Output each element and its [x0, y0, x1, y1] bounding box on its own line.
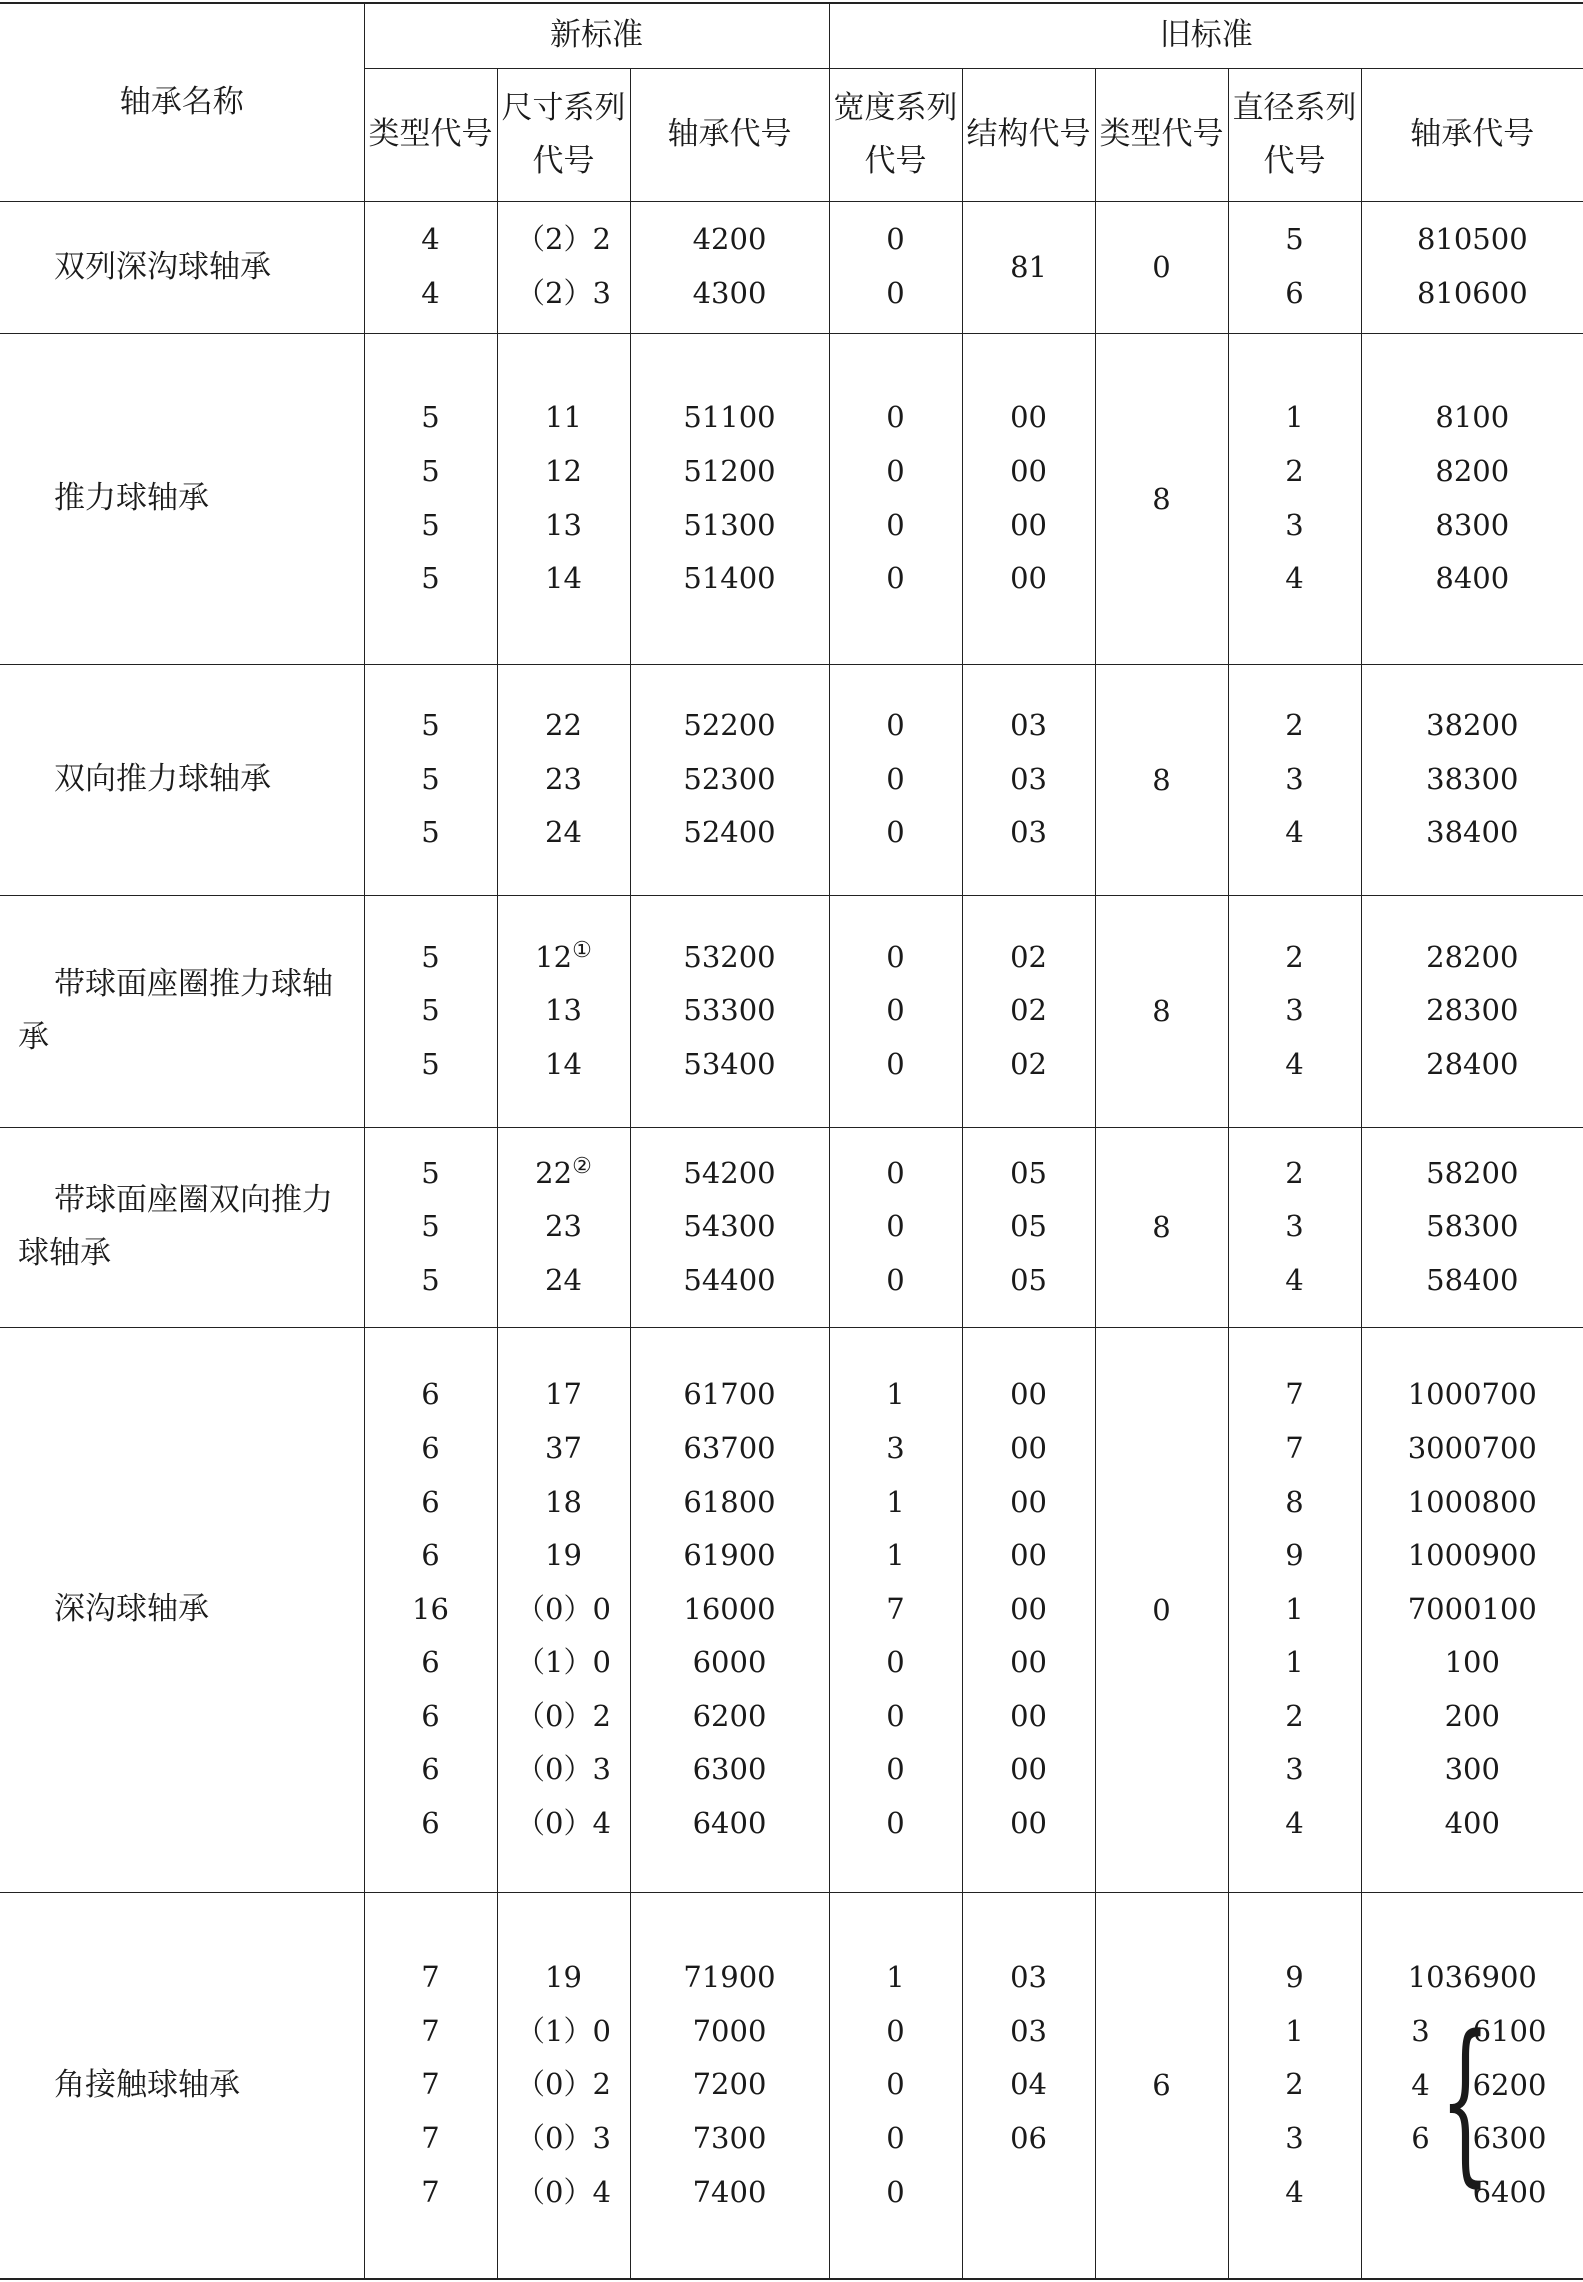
cell-diameter: 2 3 4 [1228, 1127, 1361, 1327]
cell-type: 5 5 5 [364, 664, 497, 895]
row-name-spherical-seat-double-thrust: 带球面座圈双向推力球轴承 [0, 1127, 364, 1327]
cell-type: 7 7 7 7 7 [364, 1892, 497, 2279]
cell-diameter: 2 3 4 [1228, 664, 1361, 895]
footnote-mark: ① [572, 937, 592, 963]
prefix-list: 3 4 6 [1411, 2014, 1430, 2156]
grouped-code-list: 6100 6200 6300 6400 [1472, 2014, 1547, 2209]
table-row [0, 333, 1583, 664]
header-old-width-series: 宽度系列代号 [829, 68, 962, 201]
row-name-thrust-ball: 推力球轴承 [0, 333, 364, 664]
row-name-deep-groove: 深沟球轴承 [0, 1327, 364, 1892]
cell-diameter: 5 6 [1228, 201, 1361, 333]
cell-size: 11 12 13 14 [497, 333, 630, 664]
cell-type: 5 5 5 [364, 895, 497, 1127]
cell-code: 54200 54300 54400 [630, 1127, 829, 1327]
cell-old-code: 38200 38300 38400 [1361, 664, 1583, 895]
cell-code: 4200 4300 [630, 201, 829, 333]
cell-old-type: 8 [1095, 664, 1228, 895]
cell-code: 51100 51200 51300 51400 [630, 333, 829, 664]
old-code-bracket-group [1362, 1998, 1583, 2219]
header-old-diameter-series: 直径系列代号 [1228, 68, 1361, 201]
row-name-double-row-deep-groove: 双列深沟球轴承 [0, 201, 364, 333]
cell-size: 12① 13 14 [497, 895, 630, 1127]
cell-width: 0 0 0 [829, 664, 962, 895]
table-row [0, 201, 1583, 333]
cell-size: 22② 23 24 [497, 1127, 630, 1327]
header-old-structure-code: 结构代号 [962, 68, 1095, 201]
cell-diameter: 1 2 3 4 [1228, 333, 1361, 664]
cell-code: 71900 7000 7200 7300 7400 [630, 1892, 829, 2279]
cell-old-code: 1000700 3000700 1000800 1000900 7000100 100 200 300 400 [1361, 1327, 1583, 1892]
header-new-standard: 新标准 [364, 3, 829, 68]
header-new-type-code: 类型代号 [364, 68, 497, 201]
header-new-size-series: 尺寸系列代号 [497, 68, 630, 201]
cell-width: 0 0 0 0 [829, 333, 962, 664]
cell-type: 6 6 6 6 16 6 6 6 6 [364, 1327, 497, 1892]
cell-size: 17 37 18 19 （0）0 （1）0 （0）2 （0）3 （0）4 [497, 1327, 630, 1892]
cell-size: 19 （1）0 （0）2 （0）3 （0）4 [497, 1892, 630, 2279]
cell-type: 5 5 5 [364, 1127, 497, 1327]
row-name-spherical-seat-thrust: 带球面座圈推力球轴承 [0, 895, 364, 1127]
cell-code: 53200 53300 53400 [630, 895, 829, 1127]
cell-size: 22 23 24 [497, 664, 630, 895]
table-row [0, 895, 1583, 1127]
cell-old-type: 6 [1095, 1892, 1228, 2279]
header-old-standard: 旧标准 [829, 3, 1583, 68]
cell-structure: 02 02 02 [962, 895, 1095, 1127]
cell-type: 4 4 [364, 201, 497, 333]
cell-old-code: 810500 810600 [1361, 201, 1583, 333]
header-old-type-code: 类型代号 [1095, 68, 1228, 201]
table-row [0, 1327, 1583, 1892]
cell-old-code: 58200 58300 58400 [1361, 1127, 1583, 1327]
row-name-double-direction-thrust: 双向推力球轴承 [0, 664, 364, 895]
table-row [0, 664, 1583, 895]
cell-structure: 00 00 00 00 [962, 333, 1095, 664]
cell-width: 0 0 0 [829, 1127, 962, 1327]
cell-type: 5 5 5 5 [364, 333, 497, 664]
header-bearing-name: 轴承名称 [0, 3, 364, 201]
footnote-mark: ② [572, 1153, 592, 1179]
cell-structure: 03 03 03 [962, 664, 1095, 895]
cell-structure: 00 00 00 00 00 00 00 00 00 [962, 1327, 1095, 1892]
cell-old-code: 28200 28300 28400 [1361, 895, 1583, 1127]
header-old-bearing-code: 轴承代号 [1361, 68, 1583, 201]
curly-brace-icon: { [1439, 1998, 1490, 2204]
cell-code: 61700 63700 61800 61900 16000 6000 6200 6300 6400 [630, 1327, 829, 1892]
cell-structure: 81 [962, 201, 1095, 333]
cell-width: 0 0 0 [829, 895, 962, 1127]
cell-width: 1 3 1 1 7 0 0 0 0 [829, 1327, 962, 1892]
cell-width: 1 0 0 0 0 [829, 1892, 962, 2279]
row-name-angular-contact: 角接触球轴承 [0, 1892, 364, 2279]
cell-diameter: 9 1 2 3 4 [1228, 1892, 1361, 2279]
cell-structure: 05 05 05 [962, 1127, 1095, 1327]
cell-old-type: 0 [1095, 1327, 1228, 1892]
cell-width: 0 0 [829, 201, 962, 333]
cell-old-type: 8 [1095, 1127, 1228, 1327]
cell-structure: 03 03 04 06 [962, 1892, 1095, 2279]
cell-diameter: 7 7 8 9 1 1 2 3 4 [1228, 1327, 1361, 1892]
cell-old-type: 8 [1095, 895, 1228, 1127]
cell-old-type: 0 [1095, 201, 1228, 333]
header-new-bearing-code: 轴承代号 [630, 68, 829, 201]
cell-code: 52200 52300 52400 [630, 664, 829, 895]
cell-old-code: 8100 8200 8300 8400 [1361, 333, 1583, 664]
cell-diameter: 2 3 4 [1228, 895, 1361, 1127]
cell-old-code: 1036900 3 4 6 { 6100 6200 6300 6400 [1361, 1892, 1583, 2279]
table-row [0, 1892, 1583, 2279]
cell-size: （2）2 （2）3 [497, 201, 630, 333]
table-row [0, 1127, 1583, 1327]
bearing-code-table [0, 2, 1583, 2280]
cell-old-type: 8 [1095, 333, 1228, 664]
